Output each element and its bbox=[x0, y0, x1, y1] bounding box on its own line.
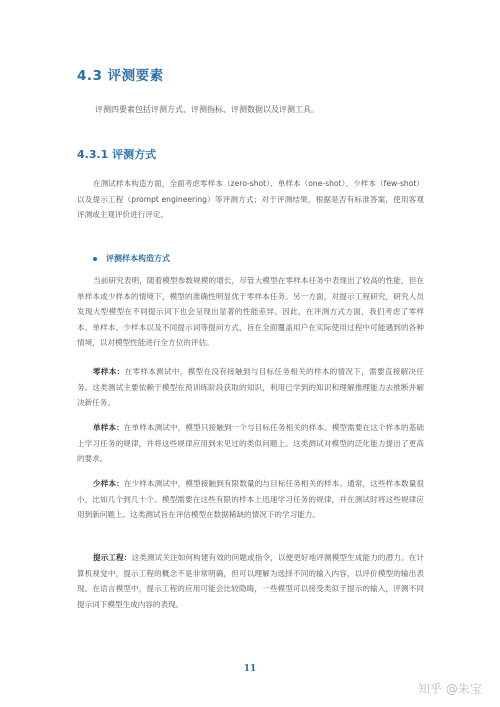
section-intro: 评测四要素包括评测方式、评测指标、评测数据以及评测工具。 bbox=[95, 105, 319, 114]
term-zero-shot: 零样本： bbox=[93, 367, 125, 376]
paragraph-research-findings: 当前研究表明，随着模型参数规模的增长，尽管大模型在零样本任务中表现出了较高的性能，但在单样本或少样本的情境下，模型的准确性明显优于零样本任务。另一方面，对提示工程研究，研究人员发现大型模型在不同提示词下也会呈现出显著的性能差异。因此，在评测方式方面，我们考虑了零样本、单样本、少样本以及不同提示词等提问方式，旨在全面覆盖用户在实际使用过程中可能遇到的各种情境，以对模型性能进行全方位的评估。 bbox=[77, 276, 424, 347]
text-few-shot: 在少样本测试中，模型接触到有限数量的与目标任务相关的样本。通常，这些样本数量很小，比如几个到几十个。模型需要在这些有限的样本上迅速学习任务的规律，并在测试时将这些规律应用到新问题上。这类测试旨在评估模型在数据稀缺的情况下的学习能力。 bbox=[77, 479, 425, 519]
paragraph-one-shot bbox=[77, 420, 424, 467]
bullet-heading bbox=[93, 253, 170, 264]
text-one-shot: 在单样本测试中，模型只接触到一个与目标任务相关的样本。模型需要在这个样本的基础上学习任务的规律，并将这些规律应用到未见过的类似问题上。这类测试对模型的泛化能力提出了更高的要求。 bbox=[77, 423, 425, 463]
term-few-shot: 少样本： bbox=[93, 479, 124, 488]
text-zero-shot: 在零样本测试中，模型在没有接触到与目标任务相关的样本的情况下，需要直接解决任务。这类测试主要依赖于模型在预训练阶段获取的知识，利用已学到的知识和理解推理能力去推断并解决新任务。 bbox=[77, 367, 425, 407]
paragraph-prompt-engineering bbox=[77, 550, 424, 612]
term-prompt-engineering: 提示工程： bbox=[93, 553, 132, 562]
paragraph-sample-construction: 在测试样本构造方面，全面考虑零样本（zero-shot）、单样本（one-shot）、少样本（few-shot）以及提示工程（prompt engineering）等评测方式；对于评测结果，根据是否有标准答案，使用客观评测或主观评价进行评定。 bbox=[77, 179, 424, 219]
section-heading: 4.3 评测要素 bbox=[77, 68, 164, 84]
subsection-heading: 4.3.1 评测方式 bbox=[77, 148, 157, 161]
paragraph-few-shot bbox=[77, 476, 424, 523]
term-one-shot: 单样本： bbox=[93, 423, 124, 432]
bullet-dot-icon bbox=[93, 257, 97, 261]
text-prompt-engineering: 这类测试关注如何构建有效的问题或指令，以便更好地评测模型生成能力的潜力。在计算机视觉中，提示工程的概念不是非常明确，但可以理解为选择不同的输入内容，以评价模型的输出表现。在语言模型中，提示工程的应用可能会比较隐晦，一些模型可以接受类似于提示的输入，评测不同提示词下模型生成内容的表现。 bbox=[77, 553, 425, 609]
paragraph-zero-shot bbox=[77, 364, 424, 411]
page-number: 11 bbox=[243, 664, 257, 674]
bullet-label: 评测样本构造方式 bbox=[106, 254, 170, 263]
watermark: 知乎 @朱宝 bbox=[418, 682, 482, 696]
